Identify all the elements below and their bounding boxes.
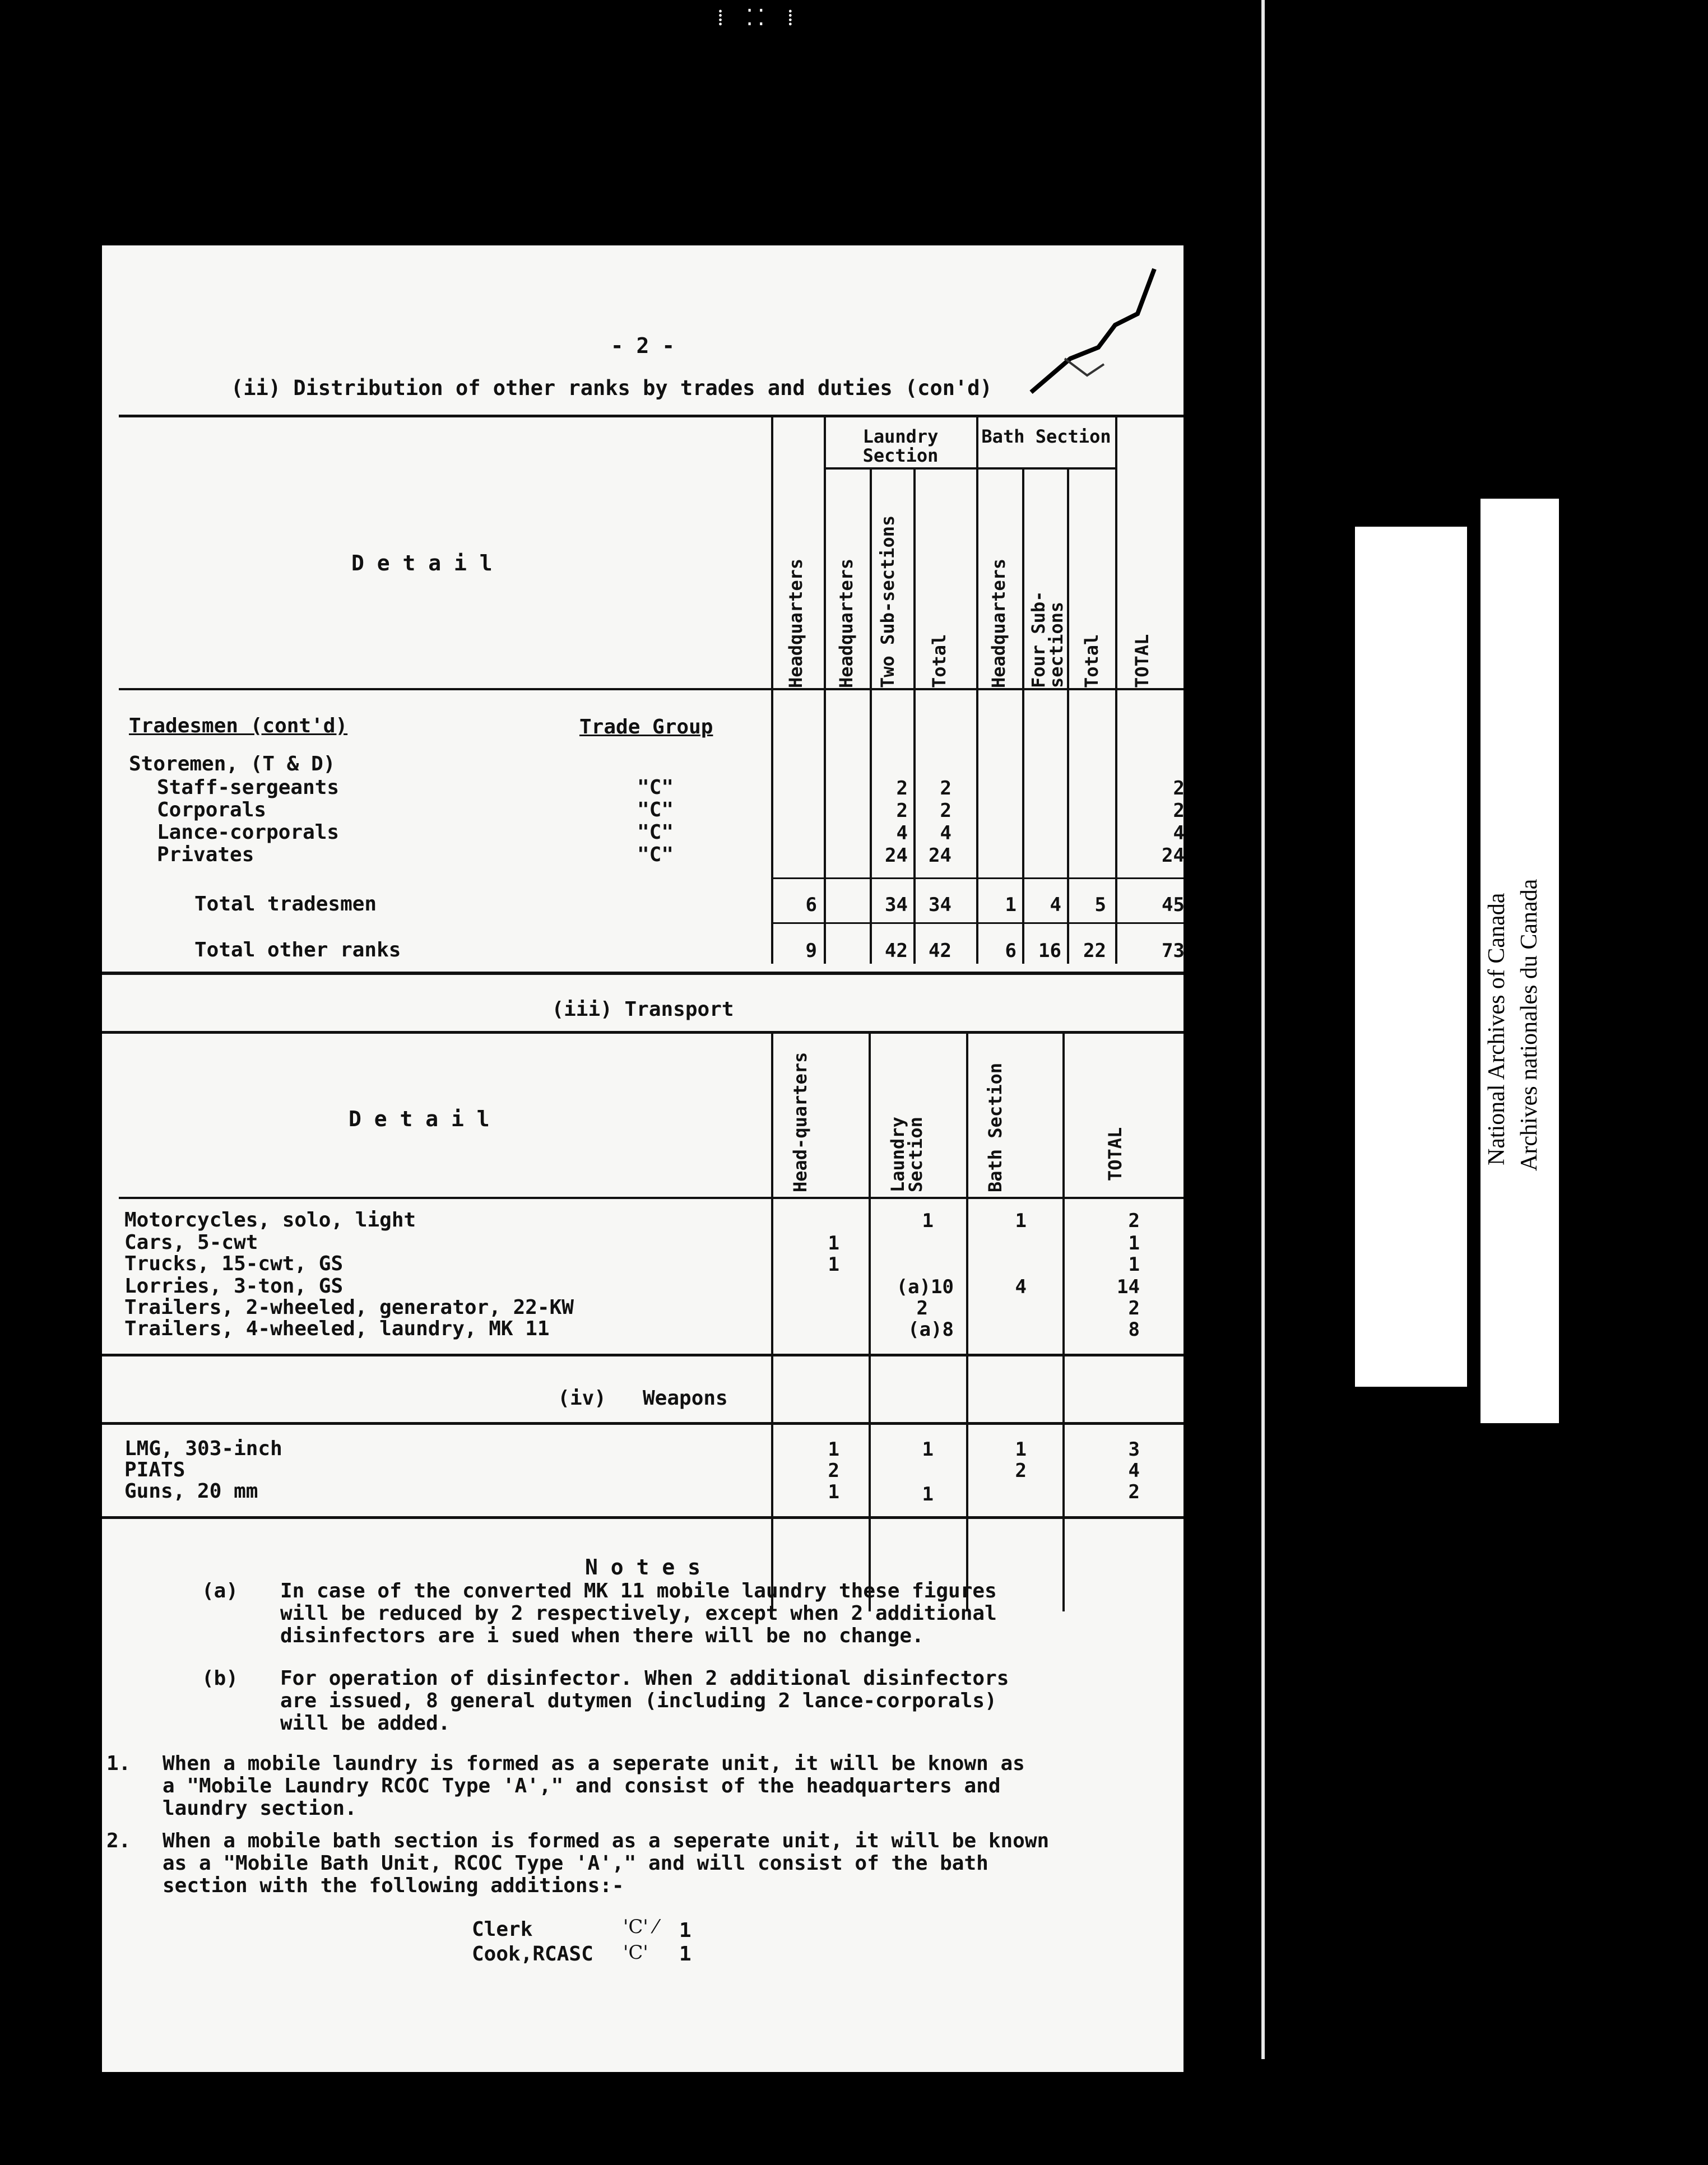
- table-cell: 2: [1173, 800, 1185, 822]
- table-cell: 1: [828, 1438, 839, 1461]
- table-cell: 2: [1015, 1460, 1027, 1482]
- handwritten-mark: 'C': [623, 1941, 648, 1964]
- col-header-grand-total: TOTAL: [1131, 634, 1153, 688]
- table-cell: 1: [1015, 1210, 1027, 1232]
- addition-value: 1: [679, 1919, 691, 1942]
- table-cell: 1: [922, 1210, 934, 1232]
- col-divider: [870, 470, 872, 964]
- table-cell: 1: [1128, 1253, 1140, 1276]
- table-cell: 34: [929, 894, 952, 916]
- top-marks: ⁞ ⁚⁚ ⁞: [717, 5, 798, 31]
- table-cell: 34: [885, 894, 908, 916]
- table-cell: 1: [922, 1438, 934, 1461]
- col-divider: [913, 470, 916, 964]
- table-cell: 5: [1094, 894, 1106, 916]
- archive-slip: [1355, 527, 1467, 1387]
- addition-label: Cook,RCASC: [472, 1943, 593, 1966]
- rule: [102, 1422, 1183, 1425]
- row-label: Corporals: [157, 798, 267, 821]
- table-cell: 4: [940, 822, 952, 844]
- note-a-marker: (a): [202, 1579, 239, 1602]
- note-1-line: When a mobile laundry is formed as a seperate unit, it will be known as: [163, 1752, 1025, 1775]
- table-cell: 2: [896, 777, 908, 800]
- rule: [771, 922, 1183, 924]
- row-label: Staff-sergeants: [157, 776, 340, 799]
- table-cell: 2: [916, 1297, 928, 1320]
- section-iv-title: (iv) Weapons: [558, 1387, 728, 1410]
- table-cell: 1: [1005, 894, 1017, 916]
- note-2-line: section with the following additions:-: [163, 1874, 624, 1897]
- table-cell: 1: [1015, 1438, 1027, 1461]
- row-label: Privates: [157, 843, 254, 866]
- storemen-label: Storemen, (T & D): [129, 752, 336, 775]
- table-cell: 2: [1173, 777, 1185, 800]
- col-header-total: TOTAL: [1104, 1127, 1126, 1181]
- table-cell: 42: [885, 940, 908, 962]
- row-label: Trailers, 2-wheeled, generator, 22-KW: [124, 1296, 574, 1319]
- table-cell: 14: [1117, 1276, 1140, 1298]
- col-header-bath-hq: Headquarters: [988, 558, 1009, 688]
- col-divider: [1022, 470, 1024, 964]
- bath-section-header: Bath Section: [981, 426, 1111, 447]
- addition-value: 1: [679, 1943, 691, 1966]
- col-header-four-subsections: Four Sub-sections: [1028, 591, 1067, 688]
- trade-group-value: "C": [637, 798, 674, 821]
- table-cell: 8: [1128, 1318, 1140, 1341]
- tear-mark: [1020, 247, 1188, 415]
- note-1-marker: 1.: [106, 1752, 131, 1775]
- table-cell: 9: [805, 940, 817, 962]
- table-cell: (a)10: [896, 1276, 954, 1298]
- table-cell: 24: [1162, 844, 1185, 867]
- table-cell: 45: [1162, 894, 1185, 916]
- frame-line: [1261, 0, 1265, 2059]
- col-header-hq: Headquarters: [785, 558, 806, 688]
- table-cell: 1: [922, 1483, 934, 1506]
- col-header-laundry-hq: Headquarters: [836, 558, 857, 688]
- row-label: Trailers, 4-wheeled, laundry, MK 11: [124, 1317, 550, 1340]
- total-tradesmen-label: Total tradesmen: [194, 893, 377, 916]
- notes-heading: N o t e s: [585, 1555, 700, 1579]
- col-header-two-subsections: Two Sub-sections: [877, 515, 898, 688]
- trade-group-value: "C": [637, 776, 674, 799]
- note-b-line: For operation of disinfector. When 2 additional disinfectors: [280, 1667, 1009, 1690]
- rule: [119, 688, 1183, 690]
- row-label: LMG, 303-inch: [124, 1437, 282, 1460]
- table-cell: 4: [896, 822, 908, 844]
- row-label: Guns, 20 mm: [124, 1480, 258, 1503]
- table-cell: 1: [1128, 1232, 1140, 1255]
- handwritten-mark: 'C' ⁄: [623, 1916, 658, 1938]
- row-label: Lorries, 3-ton, GS: [124, 1275, 344, 1298]
- table-cell: 3: [1128, 1438, 1140, 1461]
- table-cell: 6: [1005, 940, 1017, 962]
- section-iii-title: (iii) Transport: [551, 998, 734, 1021]
- note-2-line: as a "Mobile Bath Unit, RCOC Type 'A'," and will consist of the bath: [163, 1852, 988, 1875]
- row-label: Lance-corporals: [157, 821, 340, 844]
- note-1-line: a "Mobile Laundry RCOC Type 'A'," and consist of the headquarters and: [163, 1774, 1001, 1797]
- rule: [771, 877, 1183, 879]
- table-cell: 6: [805, 894, 817, 916]
- col-header-bath: Bath Section: [985, 1062, 1006, 1192]
- note-a-line: disinfectors are i sued when there will be no change.: [280, 1624, 924, 1647]
- table-cell: 4: [1128, 1460, 1140, 1482]
- note-2-marker: 2.: [106, 1829, 131, 1852]
- document-page: [102, 245, 1183, 2072]
- col-header-hq: Head-quarters: [790, 1052, 811, 1192]
- rule: [119, 1197, 1183, 1199]
- rule: [102, 1354, 1183, 1356]
- col-header-bath-total: Total: [1081, 634, 1102, 688]
- col-divider: [1062, 1031, 1065, 1611]
- col-divider: [771, 1031, 773, 1611]
- table-cell: 1: [828, 1481, 839, 1503]
- row-label: Cars, 5-cwt: [124, 1231, 258, 1254]
- col-divider: [1067, 470, 1069, 964]
- note-b-marker: (b): [202, 1667, 239, 1690]
- archive-stamp-label: [1480, 499, 1559, 1423]
- row-label: Trucks, 15-cwt, GS: [124, 1252, 344, 1275]
- table-cell: 4: [1015, 1276, 1027, 1298]
- col-header-laundry-total: Total: [929, 634, 950, 688]
- table-cell: 2: [1128, 1210, 1140, 1232]
- table-cell: 73: [1162, 940, 1185, 962]
- rule: [824, 467, 1115, 470]
- table-cell: 2: [940, 800, 952, 822]
- rule: [102, 1031, 1183, 1034]
- table-cell: 2: [940, 777, 952, 800]
- note-a-line: In case of the converted MK 11 mobile laundry these figures: [280, 1579, 997, 1602]
- table-cell: 2: [828, 1460, 839, 1482]
- table-cell: 2: [896, 800, 908, 822]
- table-cell: 4: [1173, 822, 1185, 844]
- addition-label: Clerk: [472, 1918, 533, 1941]
- page-number: - 2 -: [610, 333, 675, 358]
- table-cell: 1: [828, 1253, 839, 1276]
- col-header-laundry: Laundry Section: [887, 1117, 926, 1192]
- trade-group-value: "C": [637, 821, 674, 844]
- table-cell: 2: [1128, 1297, 1140, 1320]
- table-cell: 16: [1038, 940, 1061, 962]
- table-cell: 22: [1083, 940, 1106, 962]
- rule: [102, 1516, 1183, 1519]
- rule: [102, 972, 1183, 975]
- row-label: Motorcycles, solo, light: [124, 1209, 416, 1232]
- note-2-line: When a mobile bath section is formed as a seperate unit, it will be known: [163, 1829, 1050, 1852]
- row-label: PIATS: [124, 1458, 185, 1481]
- tradesmen-label: Tradesmen (cont'd): [129, 714, 348, 737]
- total-other-ranks-label: Total other ranks: [194, 939, 401, 961]
- table-cell: (a)8: [908, 1318, 954, 1341]
- note-b-line: are issued, 8 general dutymen (including 2 lance-corporals): [280, 1689, 997, 1712]
- trade-group-label: Trade Group: [579, 716, 713, 738]
- section-ii-title: (ii) Distribution of other ranks by trades and duties (con'd): [231, 376, 992, 400]
- table-cell: 2: [1128, 1481, 1140, 1503]
- trade-group-value: "C": [637, 843, 674, 866]
- laundry-section-header: Laundry Section: [862, 426, 939, 466]
- table-cell: 42: [929, 940, 952, 962]
- table-cell: 4: [1050, 894, 1061, 916]
- col-divider: [869, 1031, 871, 1611]
- note-1-line: laundry section.: [163, 1797, 357, 1820]
- detail-label: D e t a i l: [351, 551, 493, 575]
- table-cell: 24: [885, 844, 908, 867]
- table-cell: 24: [929, 844, 952, 867]
- note-b-line: will be added.: [280, 1712, 451, 1735]
- stamp-line-2: Archives nationales du Canada: [1516, 879, 1542, 1171]
- detail-label: D e t a i l: [349, 1107, 490, 1131]
- stamp-line-1: National Archives of Canada: [1484, 893, 1510, 1165]
- col-divider: [966, 1031, 968, 1611]
- rule: [119, 415, 1183, 417]
- note-a-line: will be reduced by 2 respectively, except when 2 additional: [280, 1602, 997, 1625]
- table-cell: 1: [828, 1232, 839, 1255]
